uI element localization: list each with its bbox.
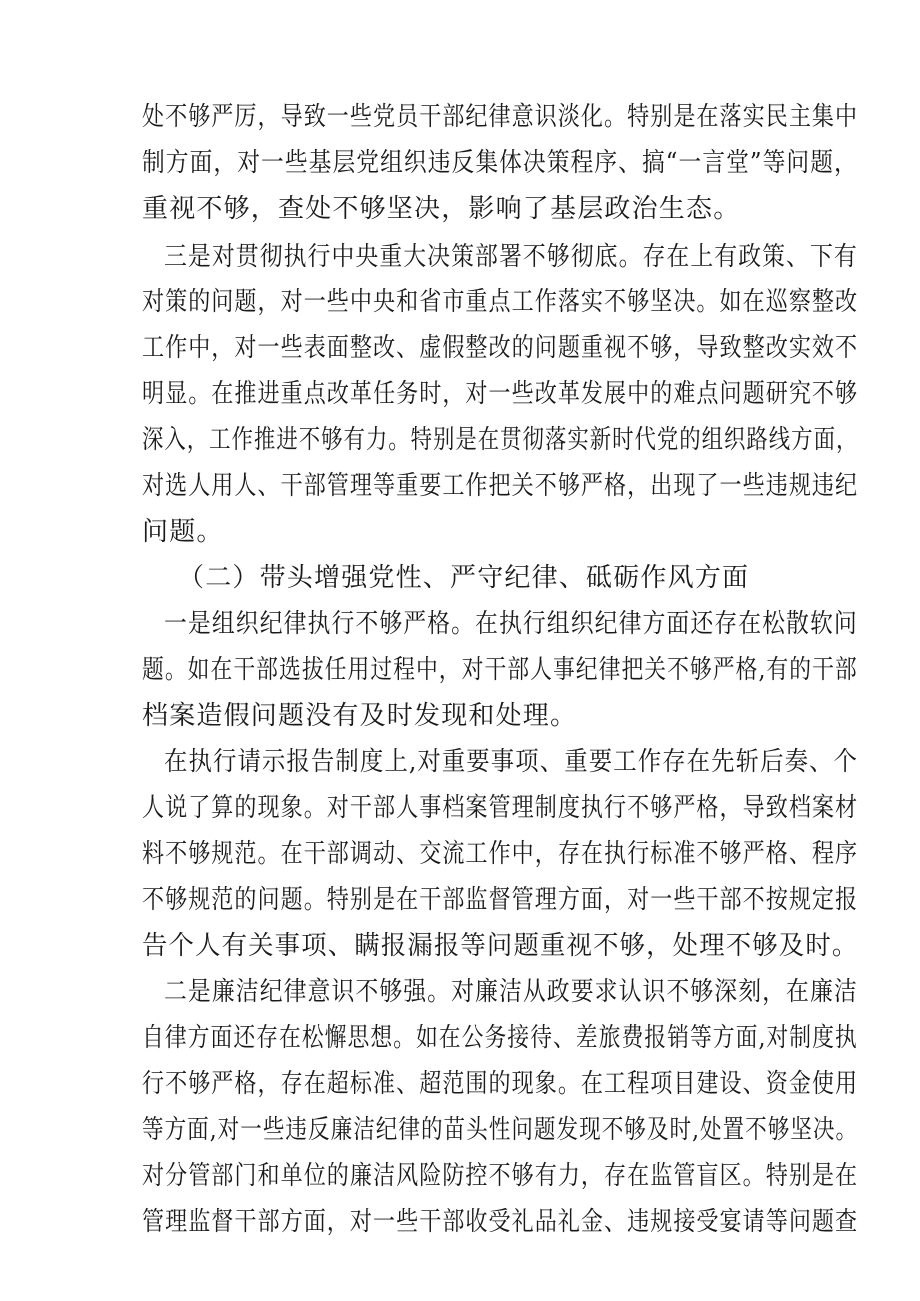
text-line: 在执行请示报告制度上,对重要事项、重要工作存在先斩后奏、个: [164, 747, 859, 777]
text-line: 制方面，对一些基层党组织违反集体决策程序、搞“一言堂”等问题，: [142, 148, 858, 178]
text-line: 重视不够，查处不够坚决，影响了基层政治生态。: [142, 194, 741, 224]
text-line: 三是对贯彻执行中央重大决策部署不够彻底。存在上有政策、下有: [164, 242, 858, 272]
text-line: 管理监督干部方面，对一些干部收受礼品礼金、违规接受宴请等问题查: [142, 1207, 859, 1237]
text-line: 对选人用人、干部管理等重要工作把关不够严格，出现了一些违规违纪: [142, 471, 859, 501]
text-line: 对策的问题，对一些中央和省市重点工作落实不够坚决。如在巡察整改: [142, 287, 859, 317]
text-line: 等方面,对一些违反廉洁纪律的苗头性问题发现不够及时,处置不够坚决。: [142, 1115, 859, 1145]
text-line: 工作中，对一些表面整改、虚假整改的问题重视不够，导致整改实效不: [142, 333, 859, 363]
text-line: 对分管部门和单位的廉洁风险防控不够有力，存在监管盲区。特别是在: [142, 1161, 859, 1191]
section-heading: （二）带头增强党性、严守纪律、砥砺作风方面: [178, 563, 750, 593]
text-line: 人说了算的现象。对干部人事档案管理制度执行不够严格，导致档案材: [142, 793, 859, 823]
text-line: 深入，工作推进不够有力。特别是在贯彻落实新时代党的组织路线方面，: [142, 425, 859, 455]
text-line: 料不够规范。在干部调动、交流工作中，存在执行标准不够严格、程序: [142, 839, 859, 869]
text-line: 不够规范的问题。特别是在干部监督管理方面，对一些干部不按规定报: [142, 885, 859, 915]
text-line: 自律方面还存在松懈思想。如在公务接待、差旅费报销等方面,对制度执: [142, 1023, 858, 1053]
text-line: 处不够严厉，导致一些党员干部纪律意识淡化。特别是在落实民主集中: [142, 102, 859, 132]
text-line: 告个人有关事项、瞒报漏报等问题重视不够，处理不够及时。: [142, 931, 859, 961]
text-line: 二是廉洁纪律意识不够强。对廉洁从政要求认识不够深刻，在廉洁: [164, 977, 858, 1007]
text-line: 行不够严格，存在超标准、超范围的现象。在工程项目建设、资金使用: [142, 1069, 859, 1099]
text-line: 档案造假问题没有及时发现和处理。: [142, 701, 578, 731]
text-line: 题。如在干部选拔任用过程中，对干部人事纪律把关不够严格,有的干部: [142, 655, 858, 685]
text-line: 一是组织纪律执行不够严格。在执行组织纪律方面还存在松散软问: [164, 609, 858, 639]
text-line: 明显。在推进重点改革任务时，对一些改革发展中的难点问题研究不够: [142, 379, 859, 409]
text-line: 问题。: [142, 517, 224, 547]
